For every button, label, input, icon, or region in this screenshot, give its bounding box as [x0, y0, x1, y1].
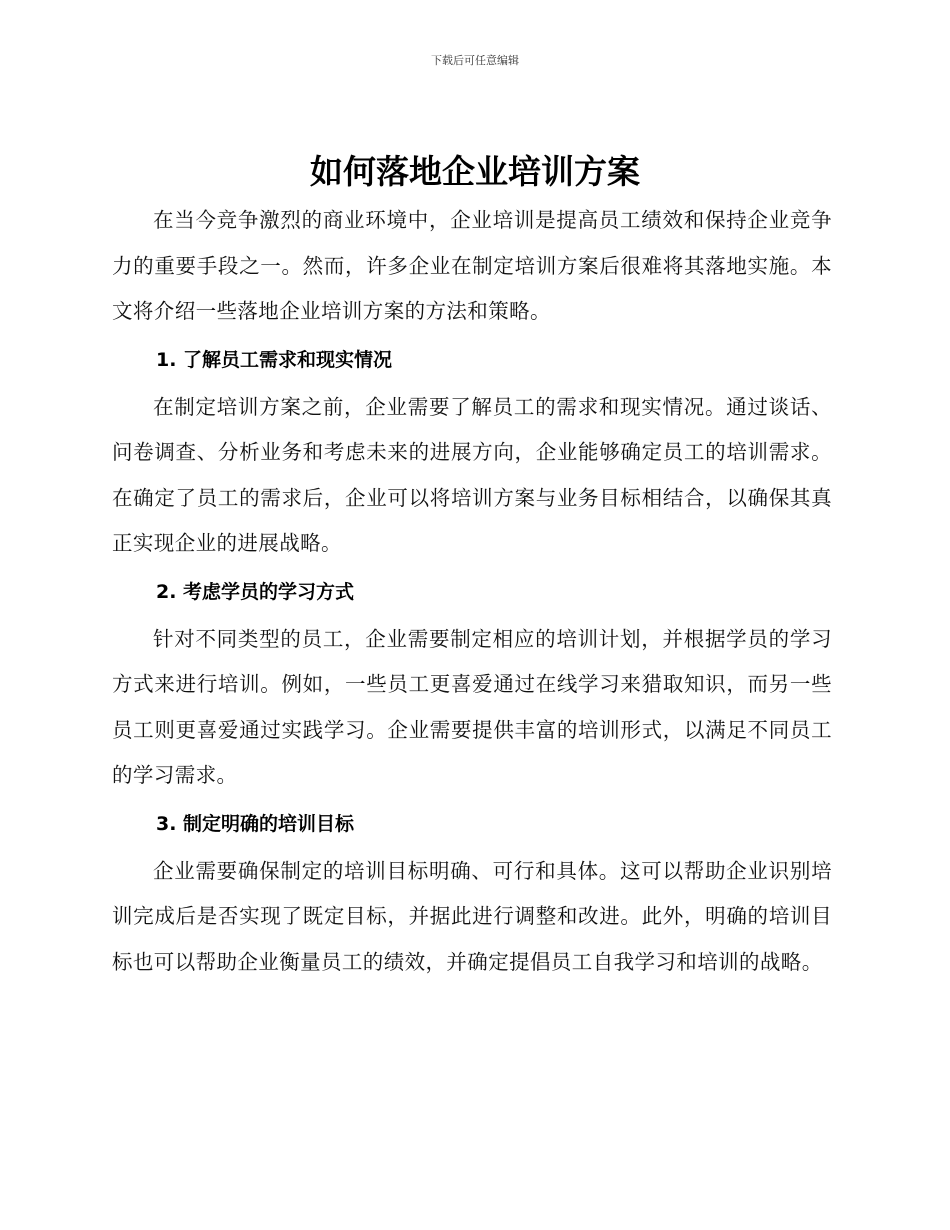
- intro-paragraph: 在当今竞争激烈的商业环境中，企业培训是提高员工绩效和保持企业竞争力的重要手段之一。然而，许多企业在制定培训方案后很难将其落地实施。本文将介绍一些落地企业培训方案的方法和策略。: [112, 208, 832, 323]
- page-header-note: 下载后可任意编辑: [431, 54, 519, 67]
- section-heading-3: 3. 制定明确的培训目标: [156, 812, 355, 835]
- section-paragraph-2: 针对不同类型的员工，企业需要制定相应的培训计划，并根据学员的学习方式来进行培训。例如，一些员工更喜爱通过在线学习来猎取知识，而另一些员工则更喜爱通过实践学习。企业需要提供丰富的培训形式，以满足不同员工的学习需求。: [112, 626, 832, 787]
- document-title: 如何落地企业培训方案: [310, 152, 640, 191]
- section-heading-2: 2. 考虑学员的学习方式: [156, 580, 355, 603]
- document-body: [112, 198, 832, 985]
- section-heading-1: 1. 了解员工需求和现实情况: [156, 348, 393, 371]
- section-paragraph-3: 企业需要确保制定的培训目标明确、可行和具体。这可以帮助企业识别培训完成后是否实现了既定目标，并据此进行调整和改进。此外，明确的培训目标也可以帮助企业衡量员工的绩效，并确定提倡员工自我学习和培训的战略。: [112, 858, 832, 974]
- section-paragraph-1: 在制定培训方案之前，企业需要了解员工的需求和现实情况。通过谈话、问卷调查、分析业务和考虑未来的进展方向，企业能够确定员工的培训需求。在确定了员工的需求后，企业可以将培训方案与业务目标相结合，以确保其真正实现企业的进展战略。: [112, 394, 832, 555]
